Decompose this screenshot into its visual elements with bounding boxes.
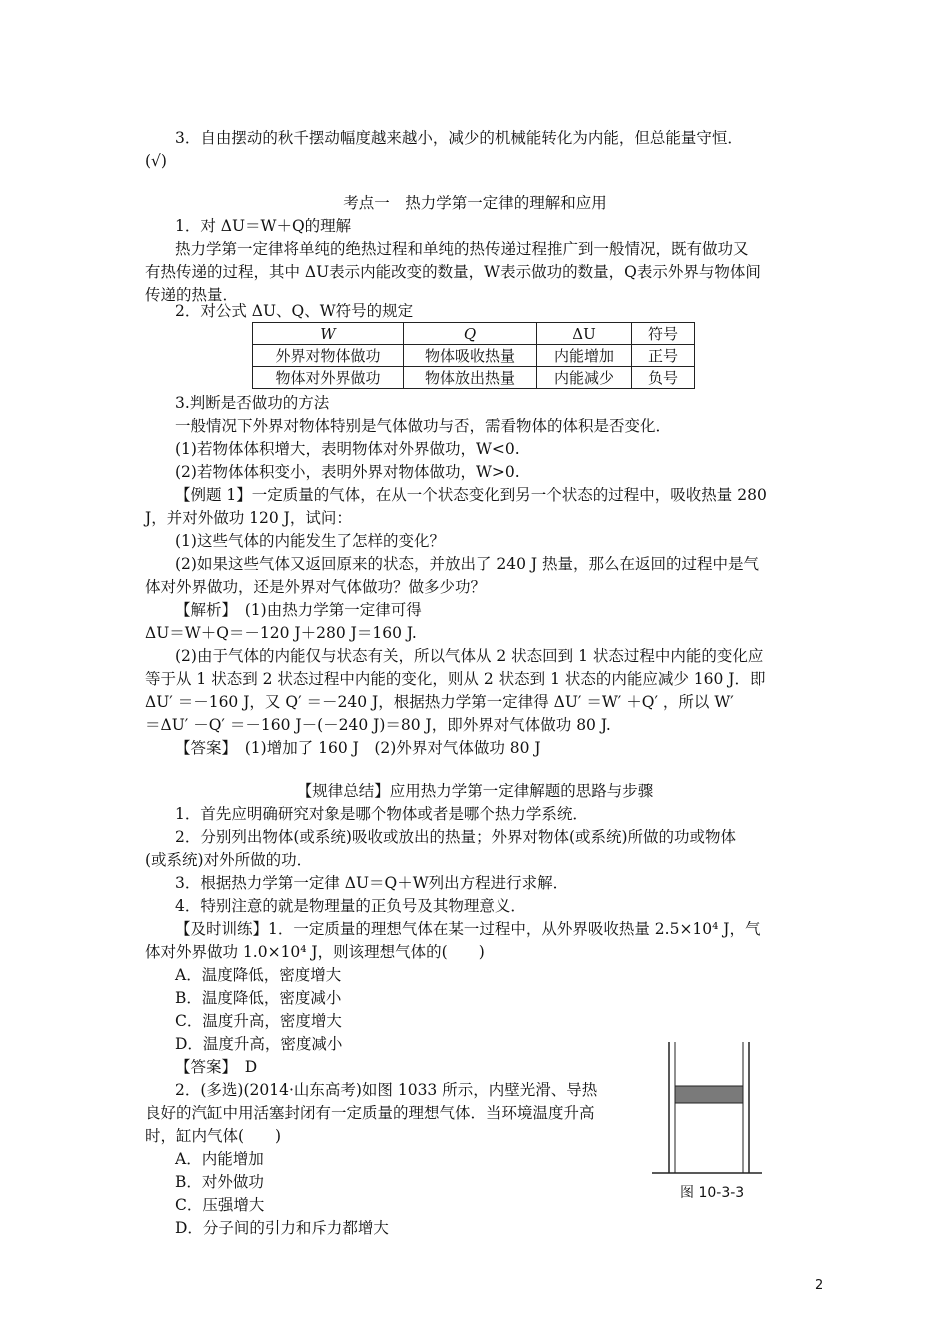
example-line: 体对外界做功，还是外界对气体做功？做多少功？ <box>145 578 487 596</box>
solution-line: ΔU＝W＋Q＝－120 J＋280 J＝160 J. <box>145 624 417 642</box>
practice2-line: 2．(多选)(2014·山东高考)如图 1033 所示，内壁光滑、导热 <box>175 1081 598 1099</box>
p3-line: (1)若物体体积增大，表明物体对外界做功，W<0. <box>175 440 520 458</box>
summary-line: 1．首先应明确研究对象是哪个物体或者是哪个热力学系统． <box>175 805 588 823</box>
option-a: A．内能增加 <box>175 1150 264 1168</box>
option-c: C．压强增大 <box>175 1196 265 1214</box>
option-d: D．分子间的引力和斥力都增大 <box>175 1219 389 1237</box>
option-c: C．温度升高，密度增大 <box>175 1012 342 1030</box>
page-number: 2 <box>815 1278 824 1293</box>
summary-line: 3．根据热力学第一定律 ΔU＝Q＋W列出方程进行求解． <box>175 874 569 892</box>
figure-caption: 图 10-3-3 <box>680 1185 745 1201</box>
practice2-line: 时，缸内气体( ) <box>145 1127 282 1145</box>
practice1-answer: 【答案】 D <box>175 1058 258 1076</box>
option-b: B．温度降低，密度减小 <box>175 989 342 1007</box>
cylinder-figure <box>652 1042 762 1207</box>
p1-line: 有热传递的过程，其中 ΔU表示内能改变的数量，W表示做功的数量，Q表示外界与物体间 <box>145 263 761 281</box>
option-a: A．温度降低，密度增大 <box>175 966 342 984</box>
solution-line: 等于从 1 状态到 2 状态过程中内能的变化，则从 2 状态到 1 状态的内能应减少 160 J．即 <box>145 670 766 688</box>
practice2-line: 良好的汽缸中用活塞封闭有一定质量的理想气体．当环境温度升高 <box>145 1104 595 1122</box>
summary-line: (或系统)对外所做的功． <box>145 851 313 869</box>
summary-title: 【规律总结】应用热力学第一定律解题的思路与步骤 <box>296 782 654 800</box>
table-cell: 正号 <box>632 345 695 367</box>
table-header-cell: 符号 <box>632 323 695 345</box>
solution-line: 【解析】 (1)由热力学第一定律可得 <box>175 601 422 619</box>
solution-line: ΔU′ ＝－160 J，又 Q′ ＝－240 J，根据热力学第一定律得 ΔU′ ＝W′ ＋Q′ ，所以 W′ <box>145 693 734 711</box>
q3-line-2: (√) <box>145 152 167 170</box>
table-cell: 内能增加 <box>537 345 632 367</box>
cylinder-diagram <box>652 1042 762 1192</box>
p1-heading: 1．对 ΔU＝W＋Q的理解 <box>175 217 352 235</box>
sign-convention-table <box>252 322 695 389</box>
example-line: J，并对外做功 120 J，试问： <box>145 509 352 527</box>
table-cell: 内能减少 <box>537 367 632 389</box>
section-title: 考点一 热力学第一定律的理解和应用 <box>343 194 607 212</box>
table-row <box>253 367 695 389</box>
p3-line: 一般情况下外界对物体特别是气体做功与否，需看物体的体积是否变化． <box>175 417 672 435</box>
solution-line: (2)由于气体的内能仅与状态有关，所以气体从 2 状态回到 1 状态过程中内能的变化应 <box>175 647 764 665</box>
q3-line-1: 3．自由摆动的秋千摆动幅度越来越小，减少的机械能转化为内能，但总能量守恒． <box>175 129 743 147</box>
solution-line: ＝ΔU′ －Q′ ＝－160 J－(－240 J)＝80 J，即外界对气体做功 80 J. <box>145 716 611 734</box>
practice1-line-2: 体对外界做功 1.0×10⁴ J，则该理想气体的( ) <box>145 943 485 961</box>
option-d: D．温度升高，密度减小 <box>175 1035 343 1053</box>
table-header-cell: ΔU <box>537 323 632 345</box>
p3-line: (2)若物体体积变小，表明外界对物体做功，W>0. <box>175 463 520 481</box>
p1-line: 热力学第一定律将单纯的绝热过程和单纯的热传递过程推广到一般情况，既有做功又 <box>175 240 749 258</box>
table-cell: 外界对物体做功 <box>253 345 404 367</box>
option-b: B．对外做功 <box>175 1173 264 1191</box>
table-header-cell: Q <box>404 323 537 345</box>
example-line: (2)如果这些气体又返回原来的状态，并放出了 240 J 热量，那么在返回的过程中是气 <box>175 555 760 573</box>
summary-line: 2．分别列出物体(或系统)吸收或放出的热量；外界对物体(或系统)所做的功或物体 <box>175 828 737 846</box>
table-header-cell: W <box>253 323 404 345</box>
summary-line: 4．特别注意的就是物理量的正负号及其物理意义． <box>175 897 526 915</box>
table-cell: 负号 <box>632 367 695 389</box>
p3-heading: 3.判断是否做功的方法 <box>175 394 330 412</box>
p2-heading: 2．对公式 ΔU、Q、W符号的规定 <box>175 302 414 320</box>
example-line: (1)这些气体的内能发生了怎样的变化？ <box>175 532 445 550</box>
practice1-line-1: 【及时训练】1．一定质量的理想气体在某一过程中，从外界吸收热量 2.5×10⁴ J，气 <box>175 920 761 938</box>
table-header-row <box>253 323 695 345</box>
example-line: 【例题 1】一定质量的气体，在从一个状态变化到另一个状态的过程中，吸收热量 280 <box>175 486 767 504</box>
piston <box>675 1086 743 1103</box>
table-cell: 物体吸收热量 <box>404 345 537 367</box>
table-row <box>253 345 695 367</box>
table-cell: 物体放出热量 <box>404 367 537 389</box>
table-cell: 物体对外界做功 <box>253 367 404 389</box>
p1-line: 传递的热量． <box>145 286 239 304</box>
answer-line: 【答案】 (1)增加了 160 J (2)外界对气体做功 80 J <box>175 739 541 757</box>
